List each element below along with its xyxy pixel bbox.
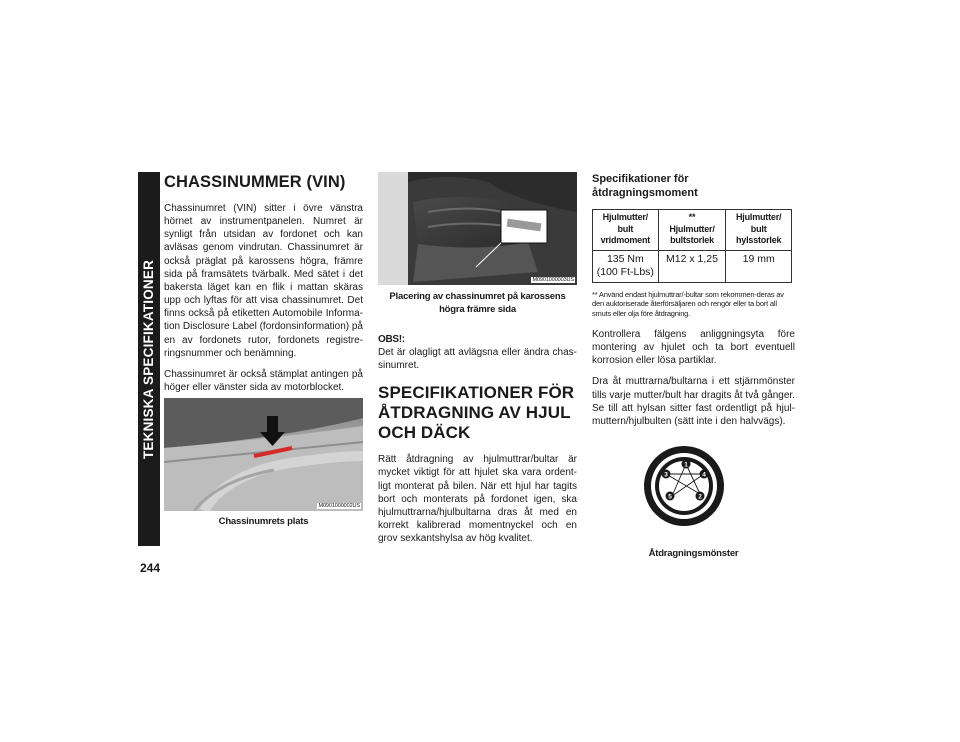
vin-section-title: CHASSINUMMER (VIN) <box>164 173 346 191</box>
note-label: OBS!: <box>378 334 405 345</box>
table-cell: 135 Nm (100 Ft-Lbs) <box>593 250 659 282</box>
figure2-caption: Placering av chassinumret på karossens högra främre sida <box>389 291 566 315</box>
torque-pattern-figure <box>642 444 726 528</box>
figure1-caption: Chassinumrets plats <box>218 516 309 527</box>
torque-section-title <box>378 383 577 443</box>
dashboard-illustration <box>164 398 363 511</box>
torque-table <box>592 209 792 283</box>
side-tab-label: TEKNISKA SPECIFIKATIONER <box>141 259 157 459</box>
rim-paragraph: Kontrollera fälgens anliggningsyta före montering av hjulet och ta bort eventuell korrosion eller lösa partiklar. <box>592 329 795 367</box>
torque-subtitle: Specifikationer för åtdragningsmoment <box>592 173 698 199</box>
bolt-label: 3 <box>664 471 668 479</box>
figure-id: M0901000002US <box>318 503 360 509</box>
column-vin <box>164 172 363 527</box>
bolt-label: 5 <box>668 493 672 501</box>
vin-body-photo <box>378 172 577 285</box>
table-cell: 19 mm <box>726 250 792 282</box>
bolt-label: 1 <box>684 461 688 469</box>
vin-paragraph-1: Chassinumret (VIN) sitter i övre vänstra hörnet av instrumentpanelen. Numret är synligt från utsidan av fordonet och kan avläsas genom vindrutan. Chassinumret är också präglat på karossens högra, främre sida på framsätets tvärbalk. Med sätet i det bakersta läget kan en flik i mattan skäras upp och lyftas för att visa chassinumret. Det finns också på etiketten Automobile Informa-tion Disclosure Label (fordonsinformation) på en av fordonets rutor, fordonets registre-ringsnummer och benämning. <box>164 203 363 359</box>
vin-location-photo <box>164 398 363 511</box>
page-number: 244 <box>140 561 161 575</box>
figure-id: M0901000003US <box>532 277 574 283</box>
bolt-label: 4 <box>702 471 706 479</box>
table-footnote: ** Använd endast hjulmuttrar/-bultar som rekommen-deras av den auktoriserade återförsäljaren och rengör eller ta bort all smuts eller olja före åtdragning. <box>592 289 784 318</box>
table-header-row <box>593 210 792 251</box>
table-row <box>593 250 792 282</box>
table-cell: M12 x 1,25 <box>658 250 726 282</box>
star-pattern-paragraph: Dra åt muttrarna/bultarna i ett stjärnmönster tills varje mutter/bult har dragits åt två gånger. Se till att hylsan sitter fast ordentligt på hjul-muttern/hjulbulten (sätt inte i den halvvägs). <box>592 376 795 427</box>
seat-illustration <box>378 172 577 285</box>
vin-paragraph-2: Chassinumret är också stämplat antingen på höger eller vänster sida av motorblocket. <box>164 368 363 394</box>
section-side-tab <box>138 172 160 546</box>
title-line: OCH DÄCK <box>378 423 471 443</box>
bolt-label: 2 <box>698 493 702 501</box>
column-torque <box>378 172 577 545</box>
figure3-caption: Åtdragningsmönster <box>648 548 739 559</box>
title-line: ÅTDRAGNING AV HJUL <box>378 403 571 423</box>
title-line: SPECIFIKATIONER FÖR <box>378 383 575 403</box>
table-header: Hjulmutter/ bult hylsstorlek <box>726 210 792 251</box>
wheel-diagram <box>642 444 726 528</box>
column-specs <box>592 172 795 559</box>
table-header: ** Hjulmutter/ bultstorlek <box>658 210 726 251</box>
note-text: Det är olagligt att avlägsna eller ändra chas-sinumret. <box>378 347 577 372</box>
table-header: Hjulmutter/ bult vridmoment <box>593 210 659 251</box>
torque-paragraph: Rätt åtdragning av hjulmuttrar/bultar är mycket viktigt för att hjulet ska vara ordent-ligt monterat på bilen. När ett hjul har tagits bort och monterats på fordonet igen, ska hjulmuttrarna/hjulbultarna dras åt med en korrekt kalibrerad momentnyckel och en grov sexkantshylsa av hög kvalitet. <box>378 454 577 545</box>
